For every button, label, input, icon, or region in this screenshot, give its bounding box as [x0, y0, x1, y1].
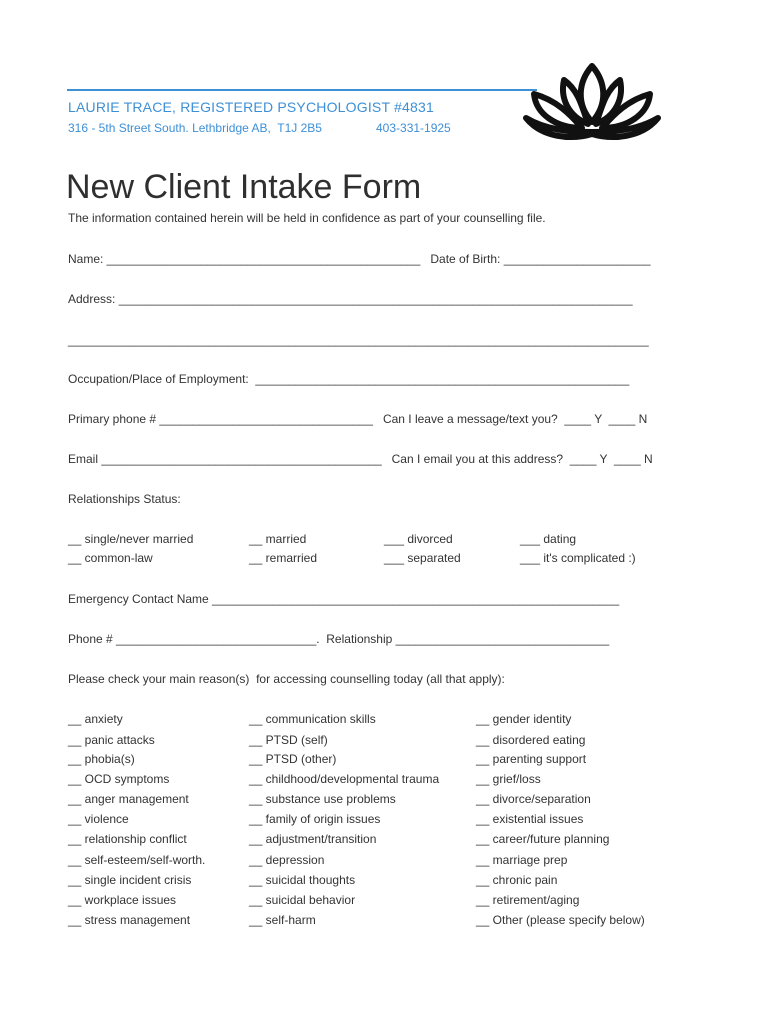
- reason-option[interactable]: __ anger management: [68, 792, 189, 806]
- reason-option[interactable]: __ phobia(s): [68, 752, 135, 766]
- reason-option[interactable]: __ violence: [68, 812, 129, 826]
- reason-option[interactable]: __ existential issues: [476, 812, 584, 826]
- reason-option[interactable]: __ substance use problems: [249, 792, 396, 806]
- reason-option[interactable]: __ PTSD (other): [249, 752, 337, 766]
- lotus-icon: [520, 58, 665, 144]
- reason-option[interactable]: __ disordered eating: [476, 733, 586, 747]
- relationship-option[interactable]: ___ dating: [520, 532, 577, 546]
- reason-option[interactable]: __ chronic pain: [476, 873, 558, 887]
- reason-option[interactable]: __ family of origin issues: [249, 812, 381, 826]
- reason-option[interactable]: __ divorce/separation: [476, 792, 591, 806]
- reason-option[interactable]: __ stress management: [68, 913, 191, 927]
- relationship-option[interactable]: __ married: [249, 532, 307, 546]
- reasons-label: Please check your main reason(s) for accessing counselling today (all that apply):: [68, 672, 505, 686]
- reason-option[interactable]: __ gender identity: [476, 712, 572, 726]
- practice-phone: 403-331-1925: [376, 121, 451, 135]
- reason-option[interactable]: __ workplace issues: [68, 893, 177, 907]
- reason-option[interactable]: __ childhood/developmental trauma: [249, 772, 440, 786]
- reason-option[interactable]: __ suicidal thoughts: [249, 873, 356, 887]
- reason-option[interactable]: __ career/future planning: [476, 832, 610, 846]
- form-title: New Client Intake Form: [66, 168, 422, 206]
- emergency-contact-field[interactable]: Emergency Contact Name _____________________________________________________________: [68, 592, 620, 606]
- emergency-phone-field[interactable]: Phone # ______________________________. Relationship ________________________________: [68, 632, 610, 646]
- reason-option[interactable]: __ self-harm: [249, 913, 316, 927]
- relationship-option[interactable]: ___ divorced: [384, 532, 453, 546]
- reason-option[interactable]: __ OCD symptoms: [68, 772, 170, 786]
- name-dob-field[interactable]: Name: _______________________________________________ Date of Birth: ______________________: [68, 252, 651, 266]
- occupation-field[interactable]: Occupation/Place of Employment: ________________________________________________________: [68, 372, 630, 386]
- reason-option[interactable]: __ suicidal behavior: [249, 893, 356, 907]
- relationship-option[interactable]: ___ separated: [384, 551, 461, 565]
- reason-option[interactable]: __ adjustment/transition: [249, 832, 377, 846]
- reason-option[interactable]: __ depression: [249, 853, 325, 867]
- address-field-line2[interactable]: _______________________________________________________________________________________: [68, 333, 649, 347]
- address-field[interactable]: Address: _____________________________________________________________________________: [68, 292, 633, 306]
- relationship-option[interactable]: ___ it's complicated :): [520, 551, 636, 565]
- header-rule: [67, 89, 537, 91]
- reason-option[interactable]: __ single incident crisis: [68, 873, 192, 887]
- reason-option[interactable]: __ Other (please specify below): [476, 913, 645, 927]
- reason-option[interactable]: __ parenting support: [476, 752, 587, 766]
- reason-option[interactable]: __ anxiety: [68, 712, 123, 726]
- relationship-status-label: Relationships Status:: [68, 492, 181, 506]
- primary-phone-field[interactable]: Primary phone # ________________________________ Can I leave a message/text you? ____ Y ____ N: [68, 412, 648, 426]
- reason-option[interactable]: __ grief/loss: [476, 772, 541, 786]
- reason-option[interactable]: __ retirement/aging: [476, 893, 580, 907]
- reason-option[interactable]: __ PTSD (self): [249, 733, 328, 747]
- practice-address: 316 - 5th Street South. Lethbridge AB, T1J 2B5: [68, 121, 322, 135]
- reason-option[interactable]: __ marriage prep: [476, 853, 568, 867]
- relationship-option[interactable]: __ common-law: [68, 551, 153, 565]
- email-field[interactable]: Email __________________________________________ Can I email you at this address? ____ Y ____ N: [68, 452, 653, 466]
- relationship-option[interactable]: __ single/never married: [68, 532, 194, 546]
- relationship-option[interactable]: __ remarried: [249, 551, 318, 565]
- form-subtitle: The information contained herein will be held in confidence as part of your counselling file.: [68, 211, 546, 225]
- reason-option[interactable]: __ panic attacks: [68, 733, 155, 747]
- reason-option[interactable]: __ self-esteem/self-worth.: [68, 853, 206, 867]
- practice-name: LAURIE TRACE, REGISTERED PSYCHOLOGIST #4831: [68, 99, 434, 115]
- reason-option[interactable]: __ relationship conflict: [68, 832, 187, 846]
- reason-option[interactable]: __ communication skills: [249, 712, 376, 726]
